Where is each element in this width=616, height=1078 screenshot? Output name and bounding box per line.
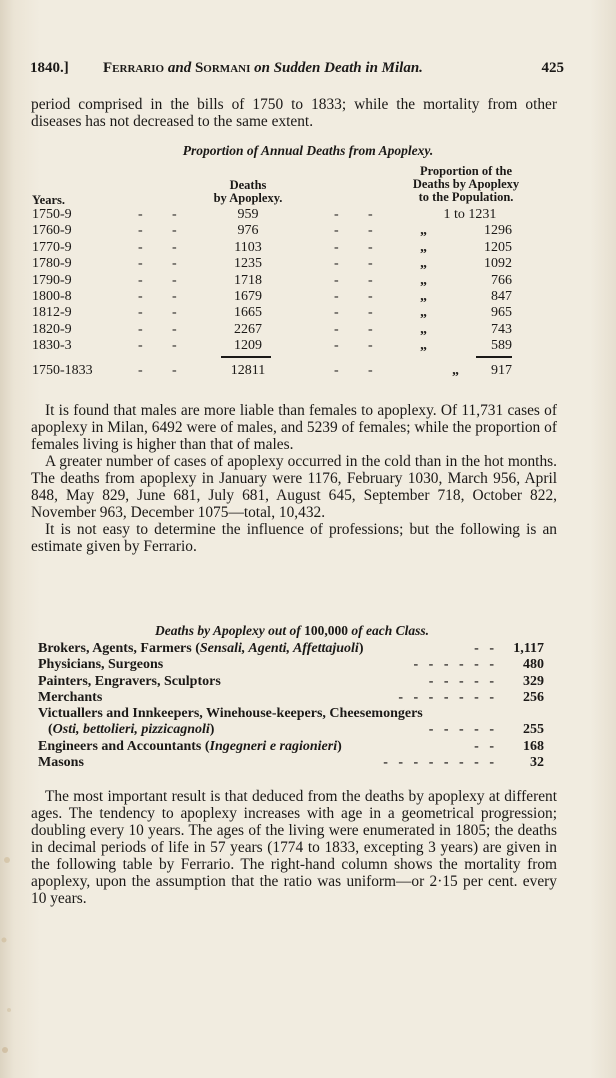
- table2-body: [38, 641, 548, 771]
- row-label: Victuallers and Innkeepers, Winehouse-keepers, Cheesemongers: [38, 706, 423, 722]
- table2-row: Engineers and Accountants (Ingegneri e ragionieri) - - 168: [38, 738, 544, 754]
- row-ratio: 1296: [484, 223, 512, 239]
- table1-row: 1780-9 - - 1235 - - „ 1092: [32, 256, 512, 272]
- row-years: 1800-8: [32, 288, 72, 304]
- row-ratio: 743: [491, 321, 512, 337]
- row-value: 255: [523, 722, 544, 738]
- table1-row: 1800-8 - - 1679 - - „ 847: [32, 288, 512, 304]
- row-value: 256: [523, 689, 544, 705]
- row-years: 1780-9: [32, 256, 72, 272]
- row-label: (Osti, bettolieri, pizzicagnoli): [48, 722, 215, 738]
- table1-col-deaths: Deaths by Apoplexy.: [213, 178, 283, 205]
- row-ratio: 1205: [484, 239, 512, 255]
- row-ratio: 1 to 1231: [443, 207, 497, 222]
- row-ratio: 965: [491, 305, 512, 321]
- row-deaths: 1103: [234, 239, 262, 255]
- body-paragraphs: [31, 402, 557, 555]
- table1-col-proportion: Proportion of the Deaths by Apoplexy to the Population.: [412, 164, 520, 204]
- header-title: Ferrario and Sormani on Sudden Death in Milan.: [103, 60, 423, 76]
- table1-body: [32, 207, 552, 355]
- table1-row: 1760-9 - - 976 - - „ 1296: [32, 223, 512, 239]
- total-ratio: 917: [491, 363, 512, 378]
- table2-row: Brokers, Agents, Farmers (Sensali, Agenti, Affettajuoli) - - 1,117: [38, 641, 544, 656]
- row-years: 1790-9: [32, 272, 72, 288]
- table1-ratio-rule: [476, 356, 512, 358]
- row-ratio: 589: [491, 338, 512, 354]
- table1-row: 1790-9 - - 1718 - - „ 766: [32, 272, 512, 288]
- row-ratio: 766: [491, 272, 512, 288]
- row-label: Merchants: [38, 689, 103, 705]
- row-ratio: 847: [491, 288, 512, 304]
- paragraph-sex: It is found that males are more liable than females to apoplexy. Of 11,731 cases of apoplexy in Milan, 6492 were of males, and 5239 of females; while the proportion of females living is higher than that of males.: [31, 402, 557, 453]
- row-label: Masons: [38, 755, 84, 771]
- table2-row: [38, 706, 548, 722]
- row-years: 1830-3: [32, 338, 72, 354]
- row-value: 32: [530, 755, 544, 771]
- row-deaths: 1209: [234, 338, 262, 354]
- row-deaths: 959: [237, 207, 259, 222]
- row-deaths: 1679: [234, 288, 262, 304]
- row-deaths: 2267: [234, 321, 262, 337]
- total-deaths: 12811: [230, 363, 266, 378]
- paragraph-professions: It is not easy to determine the influence of professions; but the following is an estimate given by Ferrario.: [31, 521, 557, 555]
- row-value: 329: [523, 673, 544, 689]
- intro-paragraph: period comprised in the bills of 1750 to 1833; while the mortality from other diseases has not decreased to the same extent.: [31, 96, 557, 130]
- table1-row: 1830-3 - - 1209 - - „ 589: [32, 338, 512, 354]
- row-ratio: 1092: [484, 256, 512, 272]
- row-deaths: 976: [237, 223, 259, 239]
- table1-row: 1750-9 - - 959 - - 1 to 1231: [32, 207, 552, 223]
- row-value: 168: [523, 738, 544, 754]
- row-years: 1760-9: [32, 223, 72, 239]
- ages-paragraph: The most important result is that deduced from the deaths by apoplexy at different ages. The tendency to apoplexy increases with age in a geometrical progression; doubling every 10 years. The ages of the living were enumerated in 1805; the deaths in decimal periods of life in 57 years (1774 to 1833, excepting 3 years) are given in the following table by Ferrario. The right-hand column shows the mortality from apoplexy, upon the assumption that the ratio was uniform—or 2·15 per cent. every 10 years.: [31, 788, 557, 907]
- page-number: 425: [541, 60, 564, 76]
- row-years: 1812-9: [32, 305, 72, 321]
- row-label: Brokers, Agents, Farmers (Sensali, Agenti, Affettajuoli): [38, 641, 364, 656]
- table2-title: Deaths by Apoplexy out of 100,000 of each Class.: [155, 623, 429, 638]
- table1-row: 1820-9 - - 2267 - - „ 743: [32, 321, 512, 337]
- row-value: 1,117: [513, 641, 544, 656]
- header-year: 1840.]: [30, 60, 69, 76]
- paragraph-months: A greater number of cases of apoplexy occurred in the cold than in the hot months. The deaths from apoplexy in January were 1176, February 1030, March 956, April 848, May 829, June 681, July 681, August 645, September 718, October 822, November 963, December 1075—total, 10,432.: [31, 453, 557, 521]
- total-years: 1750-1833: [32, 363, 93, 378]
- row-label: Engineers and Accountants (Ingegneri e ragionieri): [38, 738, 342, 754]
- row-years: 1750-9: [32, 207, 72, 222]
- table1-deaths-rule: [221, 356, 271, 358]
- table1-total-row: 1750-1833 - - 12811 - - „ 917: [32, 363, 512, 378]
- table2-row: Masons - - - - - - - - 32: [38, 755, 544, 771]
- row-years: 1770-9: [32, 239, 72, 255]
- table2-row: Merchants - - - - - - - 256: [38, 689, 544, 705]
- table2-row: (Osti, bettolieri, pizzicagnoli) - - - - - 255: [48, 722, 544, 738]
- row-value: 480: [523, 657, 544, 673]
- table1-row: 1770-9 - - 1103 - - „ 1205: [32, 239, 512, 255]
- table1-title: Proportion of Annual Deaths from Apoplexy.: [182, 143, 434, 158]
- table1-col-years: Years.: [32, 193, 65, 207]
- table2-row: Painters, Engravers, Sculptors - - - - - 329: [38, 673, 544, 689]
- row-deaths: 1665: [234, 305, 262, 321]
- row-deaths: 1235: [234, 256, 262, 272]
- table2-row: Physicians, Surgeons - - - - - - 480: [38, 657, 544, 673]
- table1-row: 1812-9 - - 1665 - - „ 965: [32, 305, 512, 321]
- row-label: Painters, Engravers, Sculptors: [38, 673, 221, 689]
- row-years: 1820-9: [32, 321, 72, 337]
- row-deaths: 1718: [234, 272, 262, 288]
- row-label: Physicians, Surgeons: [38, 657, 164, 673]
